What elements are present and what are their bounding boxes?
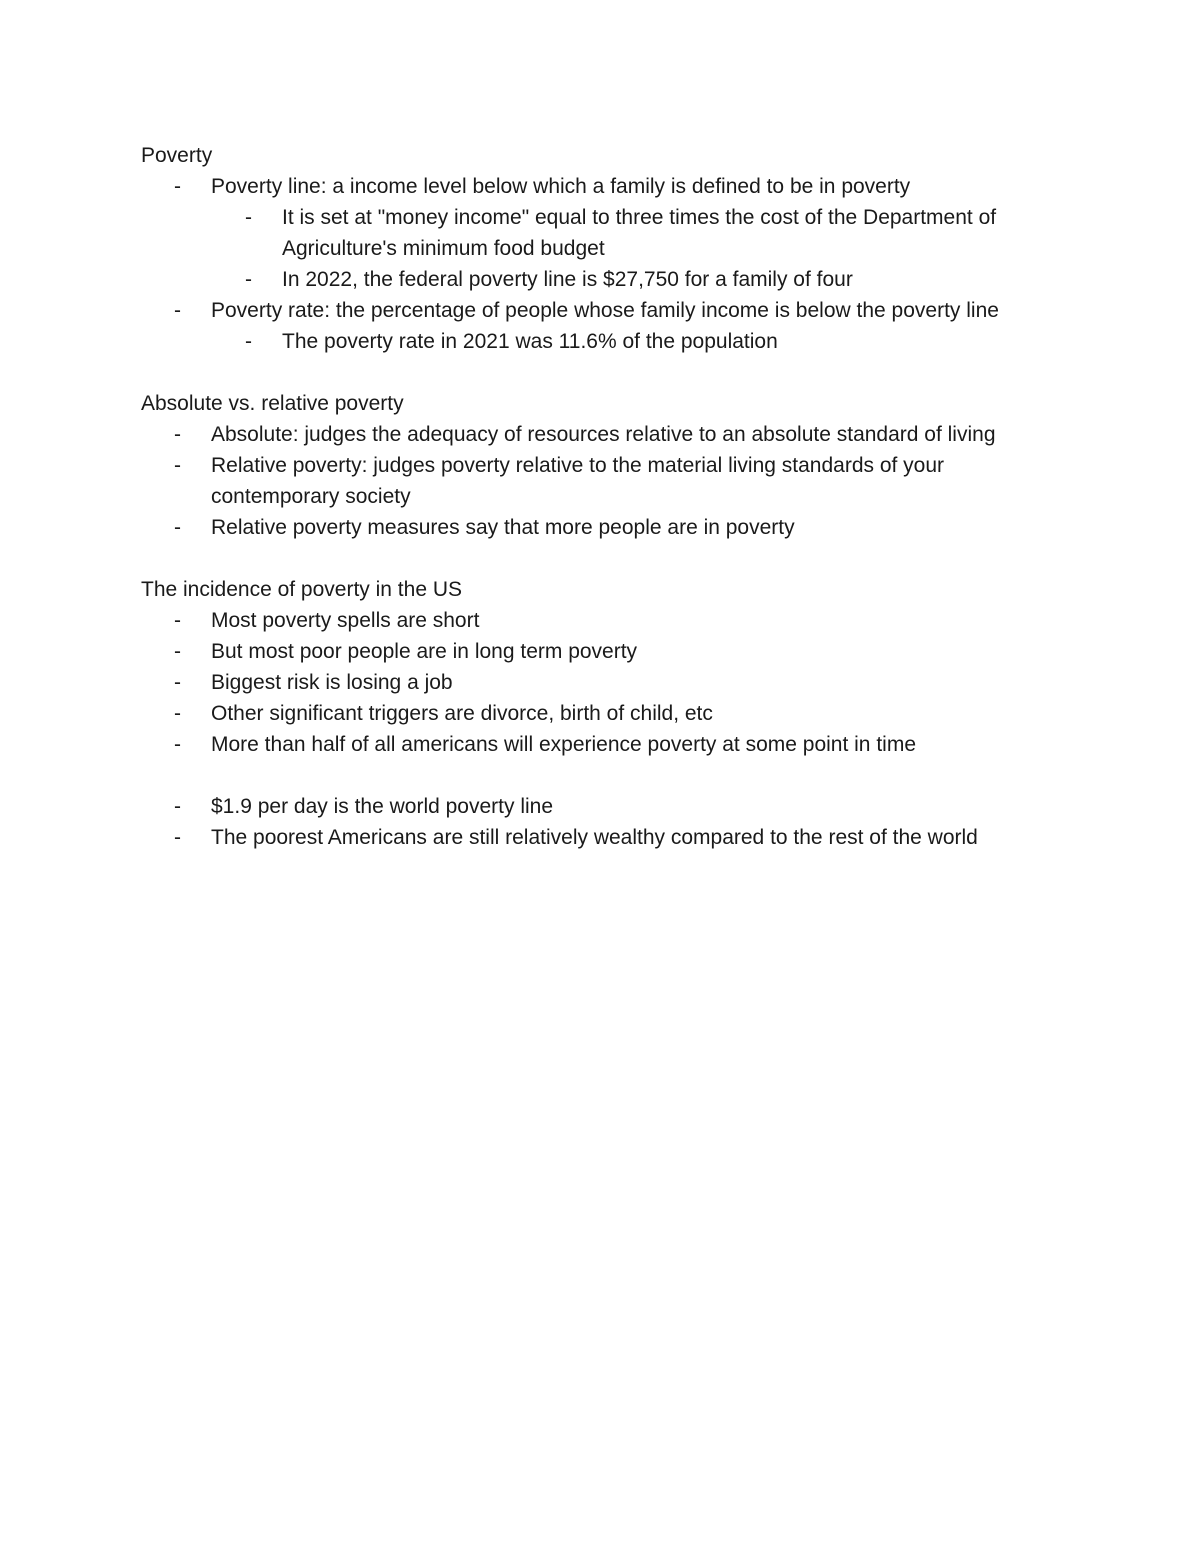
bullet-dash: - bbox=[174, 609, 181, 632]
list-item bbox=[141, 512, 1061, 543]
list-item-text: The poverty rate in 2021 was 11.6% of the population bbox=[282, 330, 778, 353]
bullet-dash: - bbox=[245, 268, 252, 291]
bullet-dash: - bbox=[174, 826, 181, 849]
bullet-list-absolute-vs-relative bbox=[141, 419, 1061, 543]
bullet-list-poverty bbox=[141, 171, 1061, 357]
list-item-text: More than half of all americans will experience poverty at some point in time bbox=[211, 733, 916, 756]
list-item bbox=[141, 202, 1061, 264]
bullet-dash: - bbox=[174, 795, 181, 818]
section-heading-incidence: The incidence of poverty in the US bbox=[141, 578, 463, 601]
list-item-text: Relative poverty: judges poverty relative to the material living standards of your contemporary society bbox=[211, 454, 945, 508]
list-item bbox=[141, 419, 1061, 450]
list-item-text: Poverty rate: the percentage of people whose family income is below the poverty line bbox=[211, 299, 999, 322]
section-heading-absolute-vs-relative: Absolute vs. relative poverty bbox=[141, 392, 404, 415]
bullet-dash: - bbox=[245, 330, 252, 353]
list-item bbox=[141, 822, 1061, 853]
blank-line bbox=[141, 760, 1061, 791]
list-item bbox=[141, 698, 1061, 729]
blank-line bbox=[141, 543, 1061, 574]
list-item bbox=[141, 636, 1061, 667]
list-item-text: But most poor people are in long term poverty bbox=[211, 640, 638, 663]
bullet-dash: - bbox=[174, 516, 181, 539]
bullet-dash: - bbox=[245, 206, 252, 229]
list-item bbox=[141, 326, 1061, 357]
list-item-text: Other significant triggers are divorce, birth of child, etc bbox=[211, 702, 713, 725]
list-item bbox=[141, 667, 1061, 698]
list-item bbox=[141, 264, 1061, 295]
list-item-text: It is set at "money income" equal to three times the cost of the Department of Agriculture's minimum food budget bbox=[282, 206, 997, 260]
document-body bbox=[141, 140, 1061, 853]
list-item-text: $1.9 per day is the world poverty line bbox=[211, 795, 554, 818]
list-item bbox=[141, 295, 1061, 326]
list-item-text: Relative poverty measures say that more people are in poverty bbox=[211, 516, 795, 539]
bullet-dash: - bbox=[174, 175, 181, 198]
list-item-text: Most poverty spells are short bbox=[211, 609, 480, 632]
section-heading-poverty: Poverty bbox=[141, 144, 213, 167]
bullet-dash: - bbox=[174, 702, 181, 725]
list-item-text: Absolute: judges the adequacy of resources relative to an absolute standard of living bbox=[211, 423, 996, 446]
bullet-dash: - bbox=[174, 671, 181, 694]
list-item bbox=[141, 791, 1061, 822]
bullet-list-world-poverty bbox=[141, 791, 1061, 853]
list-item-text: Poverty line: a income level below which a family is defined to be in poverty bbox=[211, 175, 911, 198]
list-item bbox=[141, 605, 1061, 636]
bullet-dash: - bbox=[174, 454, 181, 477]
list-item-text: The poorest Americans are still relatively wealthy compared to the rest of the world bbox=[211, 826, 978, 849]
list-item-text: Biggest risk is losing a job bbox=[211, 671, 453, 694]
bullet-list-incidence bbox=[141, 605, 1061, 760]
list-item bbox=[141, 450, 1061, 512]
bullet-dash: - bbox=[174, 423, 181, 446]
bullet-dash: - bbox=[174, 733, 181, 756]
list-item bbox=[141, 729, 1061, 760]
list-item bbox=[141, 171, 1061, 202]
list-item-text: In 2022, the federal poverty line is $27,750 for a family of four bbox=[282, 268, 853, 291]
blank-line bbox=[141, 357, 1061, 388]
bullet-dash: - bbox=[174, 299, 181, 322]
bullet-dash: - bbox=[174, 640, 181, 663]
